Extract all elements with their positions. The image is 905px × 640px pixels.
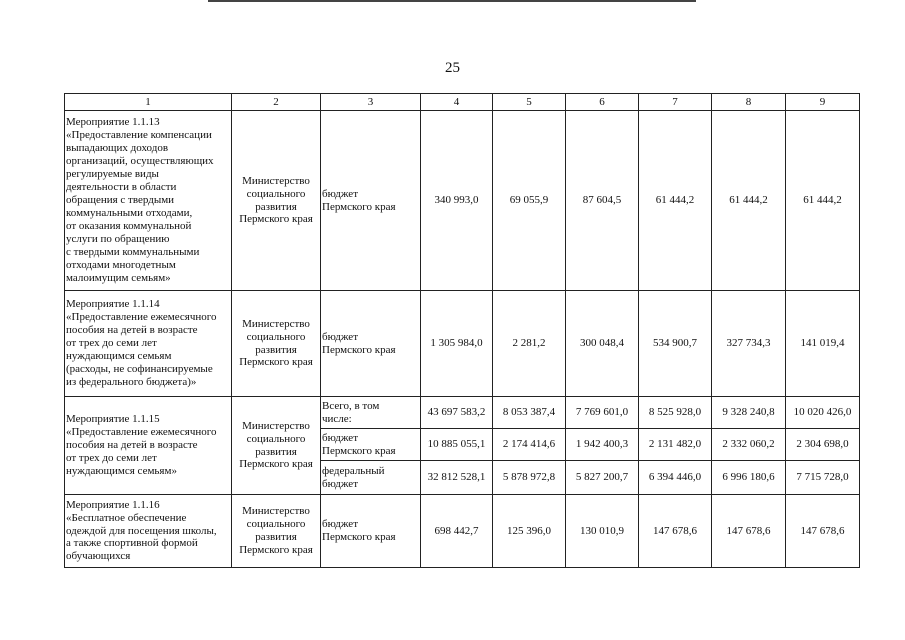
value-cell: 9 328 240,8 [712,397,786,429]
table-row [65,397,860,429]
value-cell: 61 444,2 [639,111,712,291]
column-number: 5 [493,94,566,111]
executor-cell: Министерство социального развития Пермского края [232,397,321,495]
value-cell: 125 396,0 [493,495,566,568]
value-cell: 141 019,4 [786,291,860,397]
top-border-line [208,0,696,2]
value-cell: 340 993,0 [421,111,493,291]
column-number: 9 [786,94,860,111]
column-number: 6 [566,94,639,111]
funding-source-cell [321,495,421,568]
measure-name: Мероприятие 1.1.13 «Предоставление компенсации выпадающих доходов организаций, осуществляющих регулируемые виды деятельности в области обращения с твердыми коммунальными отходами, от оказания коммунальной услуги по обращению с твердыми коммунальными отходами многодетным малоимущим семьям» [66,116,214,284]
measure-name: Мероприятие 1.1.15 «Предоставление ежемесячного пособия на детей в возрасте от трех до семи лет нуждающимся семьям» [66,413,217,477]
column-number-row [65,94,860,111]
measure-name-cell [65,397,232,495]
funding-source: бюджет Пермского края [322,518,396,543]
value-cell: 1 305 984,0 [421,291,493,397]
funding-source-cell [321,461,421,495]
value-cell: 10 020 426,0 [786,397,860,429]
value-cell: 5 827 200,7 [566,461,639,495]
value-cell: 698 442,7 [421,495,493,568]
funding-source-cell [321,429,421,461]
value-cell: 130 010,9 [566,495,639,568]
funding-source: федеральный бюджет [322,464,385,490]
funding-source-cell [321,291,421,397]
column-number: 3 [321,94,421,111]
value-cell: 32 812 528,1 [421,461,493,495]
measure-name-cell [65,291,232,397]
value-cell: 10 885 055,1 [421,429,493,461]
funding-source-cell [321,397,421,429]
column-number: 2 [232,94,321,111]
value-cell: 8 525 928,0 [639,397,712,429]
column-number: 7 [639,94,712,111]
page-number: 25 [445,60,460,76]
column-number: 1 [65,94,232,111]
measure-name: Мероприятие 1.1.14 «Предоставление ежемесячного пособия на детей в возрасте от трех до семи лет нуждающимся семьям (расходы, не софинансируемые из федерального бюджета)» [66,298,217,388]
value-cell: 7 715 728,0 [786,461,860,495]
table-row [65,291,860,397]
value-cell: 6 394 446,0 [639,461,712,495]
value-cell: 69 055,9 [493,111,566,291]
budget-table [64,93,860,568]
column-number: 4 [421,94,493,111]
funding-source: бюджет Пермского края [322,330,396,356]
value-cell: 2 281,2 [493,291,566,397]
value-cell: 147 678,6 [786,495,860,568]
value-cell: 61 444,2 [786,111,860,291]
table-row [65,495,860,568]
value-cell: 2 131 482,0 [639,429,712,461]
table-row [65,111,860,291]
executor-cell: Министерство социального развития Пермского края [232,495,321,568]
measure-name-cell [65,111,232,291]
value-cell: 2 332 060,2 [712,429,786,461]
value-cell: 6 996 180,6 [712,461,786,495]
value-cell: 8 053 387,4 [493,397,566,429]
executor-cell: Министерство социального развития Пермского края [232,111,321,291]
measure-name-cell [65,495,232,568]
value-cell: 534 900,7 [639,291,712,397]
value-cell: 7 769 601,0 [566,397,639,429]
funding-source: бюджет Пермского края [322,187,396,213]
column-number: 8 [712,94,786,111]
value-cell: 1 942 400,3 [566,429,639,461]
funding-source-cell [321,111,421,291]
value-cell: 147 678,6 [639,495,712,568]
value-cell: 147 678,6 [712,495,786,568]
value-cell: 43 697 583,2 [421,397,493,429]
value-cell: 5 878 972,8 [493,461,566,495]
value-cell: 61 444,2 [712,111,786,291]
value-cell: 2 304 698,0 [786,429,860,461]
funding-source: Всего, в том числе: [322,399,380,425]
executor-cell: Министерство социального развития Пермского края [232,291,321,397]
value-cell: 300 048,4 [566,291,639,397]
measure-name: Мероприятие 1.1.16 «Бесплатное обеспечение одеждой для посещения школы, а также спортивной формой обучающихся [66,498,217,563]
funding-source: бюджет Пермского края [322,431,396,457]
value-cell: 87 604,5 [566,111,639,291]
value-cell: 2 174 414,6 [493,429,566,461]
value-cell: 327 734,3 [712,291,786,397]
